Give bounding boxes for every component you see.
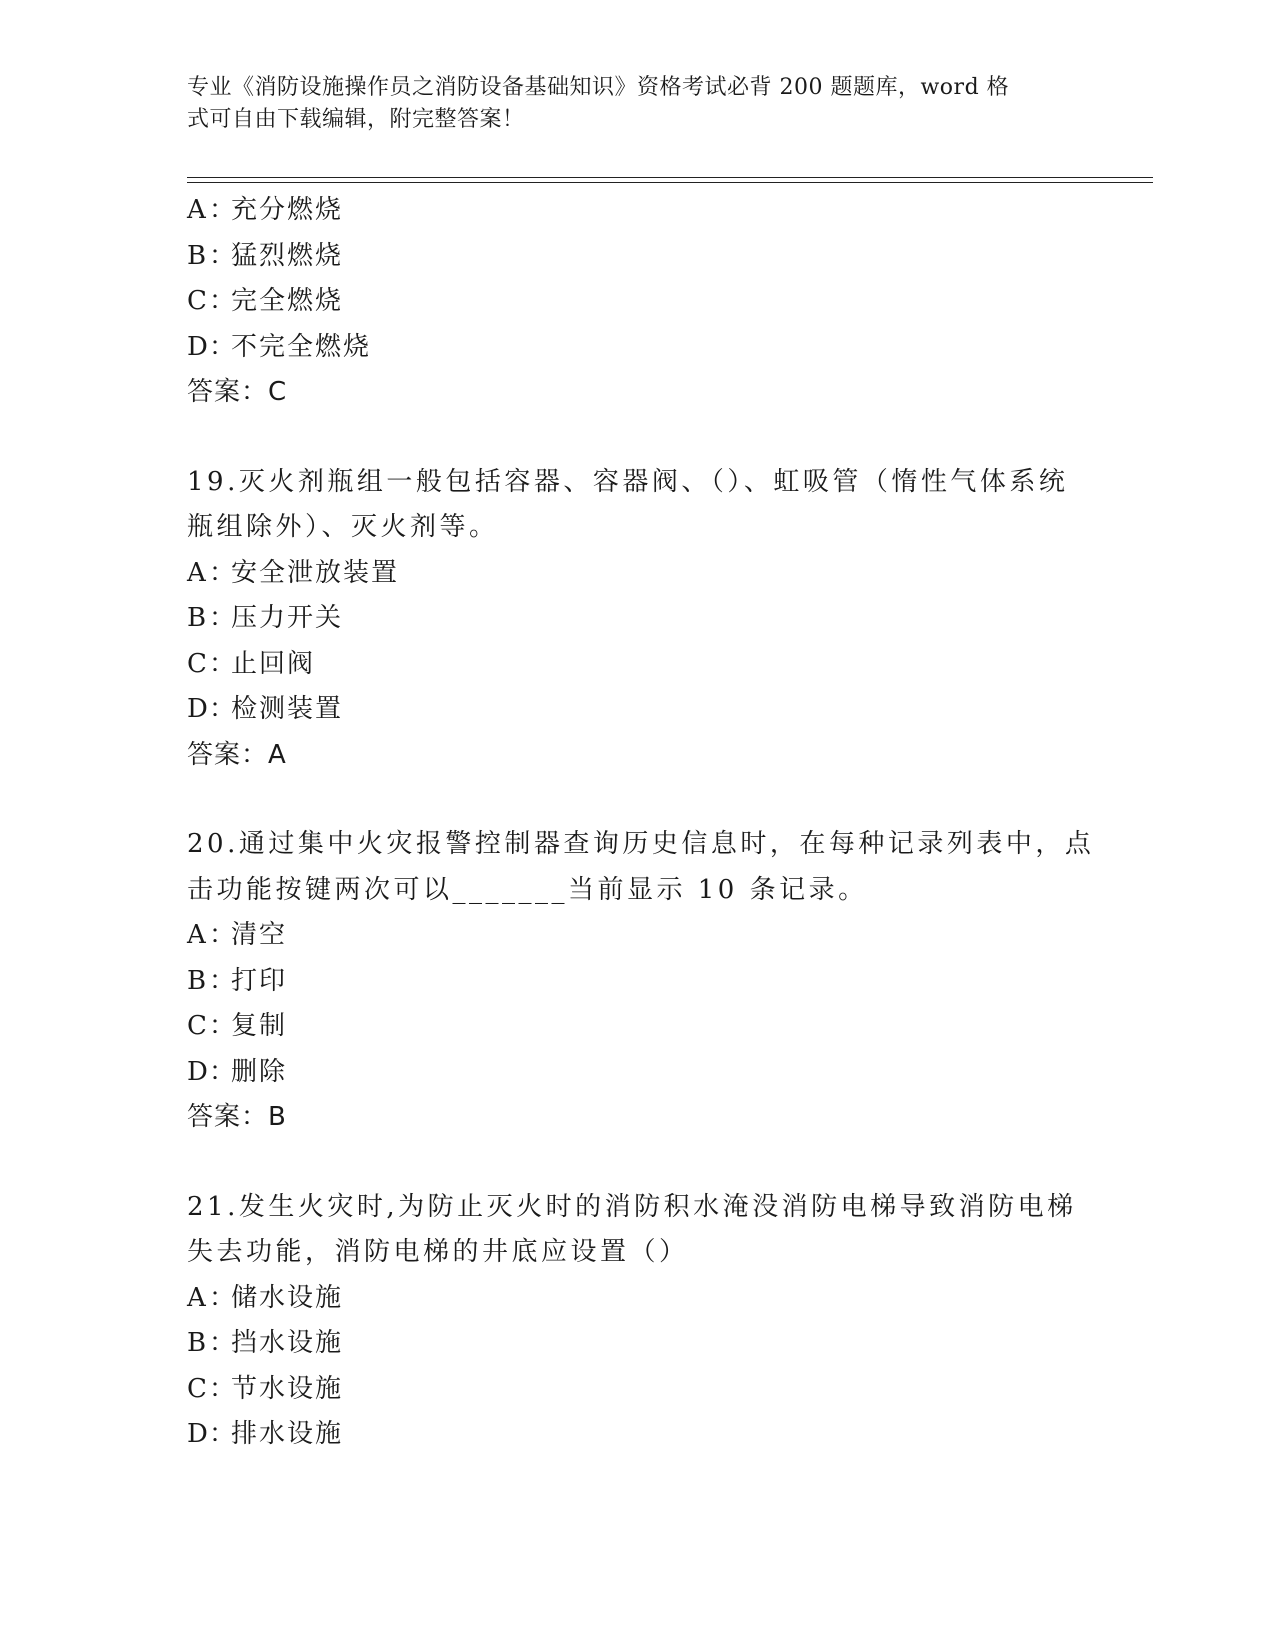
option-letter: C — [187, 1011, 207, 1041]
option-text: 排水设施 — [231, 1419, 344, 1449]
option-text: 猛烈燃烧 — [231, 240, 344, 271]
option-letter: A — [187, 1282, 206, 1313]
option-colon: ： — [209, 648, 238, 679]
option-a — [187, 913, 1087, 959]
answer: 答案：C — [187, 377, 288, 407]
option-text: 安全泄放装置 — [231, 557, 400, 588]
option-text: 复制 — [231, 1011, 288, 1041]
option-letter: A — [187, 557, 206, 588]
option-colon: ： — [209, 286, 238, 316]
option-text: 挡水设施 — [231, 1328, 344, 1358]
option-c — [187, 1367, 1087, 1413]
option-text: 储水设施 — [231, 1282, 344, 1313]
question-text-line-1: 21.发生火灾时,为防止灭火时的消防积水淹没消防电梯导致消防电梯 — [187, 1191, 1077, 1222]
option-b — [187, 596, 1087, 642]
option-text: 删除 — [231, 1056, 288, 1087]
option-d — [187, 1050, 1087, 1096]
header-rule-bottom — [187, 182, 1153, 183]
answer: 答案：A — [187, 739, 287, 770]
option-text: 检测装置 — [231, 694, 344, 724]
question-text-line-2: 失去功能，消防电梯的井底应设置（） — [187, 1237, 689, 1267]
option-letter: A — [187, 920, 206, 950]
option-text: 打印 — [231, 965, 288, 996]
option-text: 清空 — [231, 920, 288, 950]
question-21 — [187, 1185, 1087, 1458]
option-colon: ： — [209, 1056, 238, 1087]
option-colon: ： — [209, 1282, 238, 1313]
option-text: 压力开关 — [231, 603, 344, 633]
option-colon: ： — [209, 331, 238, 362]
option-letter: B — [187, 603, 207, 633]
option-colon: ： — [209, 1373, 238, 1404]
header-line-1: 专业《消防设施操作员之消防设备基础知识》资格考试必背 200 题题库，word 格 — [187, 75, 1010, 100]
option-c — [187, 642, 1087, 688]
header-line-2: 式可自由下载编辑，附完整答案！ — [187, 107, 525, 132]
question-20 — [187, 822, 1095, 1141]
option-letter: D — [187, 1056, 208, 1087]
option-text: 止回阀 — [231, 648, 316, 679]
option-letter: C — [187, 1373, 207, 1404]
option-colon: ： — [209, 1419, 238, 1449]
option-b — [187, 959, 1087, 1005]
option-letter: D — [187, 1419, 208, 1449]
option-text: 完全燃烧 — [231, 286, 344, 316]
option-d — [187, 1412, 1087, 1458]
spacer — [187, 778, 1087, 822]
option-letter: A — [187, 195, 206, 225]
question-list — [187, 188, 1095, 1458]
option-colon: ： — [209, 920, 238, 950]
option-text: 充分燃烧 — [231, 195, 344, 225]
option-b — [187, 1321, 1087, 1367]
option-letter: D — [187, 694, 208, 724]
option-a — [187, 188, 1087, 234]
option-colon: ： — [209, 557, 238, 588]
header-rule-top — [187, 177, 1153, 178]
option-b — [187, 234, 1087, 280]
question-text-line-2: 击功能按键两次可以_______当前显示 10 条记录。 — [187, 874, 868, 905]
spacer — [187, 1141, 1087, 1185]
option-colon: ： — [209, 1011, 238, 1041]
question-19 — [187, 460, 1087, 779]
option-colon: ： — [209, 694, 238, 724]
option-text: 节水设施 — [231, 1373, 344, 1404]
option-letter: C — [187, 286, 207, 316]
question-18 — [187, 188, 1087, 416]
option-letter: B — [187, 965, 207, 996]
option-letter: C — [187, 648, 207, 679]
answer: 答案：B — [187, 1102, 287, 1132]
option-d — [187, 325, 1087, 371]
question-text-line-1: 19.灭火剂瓶组一般包括容器、容器阀、（）、虹吸管（惰性气体系统 — [187, 466, 1069, 497]
option-d — [187, 687, 1087, 733]
option-text: 不完全燃烧 — [231, 331, 372, 362]
option-colon: ： — [209, 1328, 238, 1358]
option-c — [187, 1004, 1087, 1050]
option-colon: ： — [209, 240, 238, 271]
option-a — [187, 1276, 1087, 1322]
option-colon: ： — [209, 603, 238, 633]
document-header — [187, 72, 1067, 136]
question-text-line-1: 20.通过集中火灾报警控制器查询历史信息时，在每种记录列表中，点 — [187, 829, 1095, 859]
option-a — [187, 551, 1087, 597]
option-colon: ： — [209, 195, 238, 225]
option-letter: D — [187, 331, 208, 362]
option-letter: B — [187, 240, 207, 271]
option-letter: B — [187, 1328, 207, 1358]
question-text-line-2: 瓶组除外）、灭火剂等。 — [187, 512, 499, 542]
spacer — [187, 416, 1087, 460]
option-c — [187, 279, 1087, 325]
option-colon: ： — [209, 965, 238, 996]
